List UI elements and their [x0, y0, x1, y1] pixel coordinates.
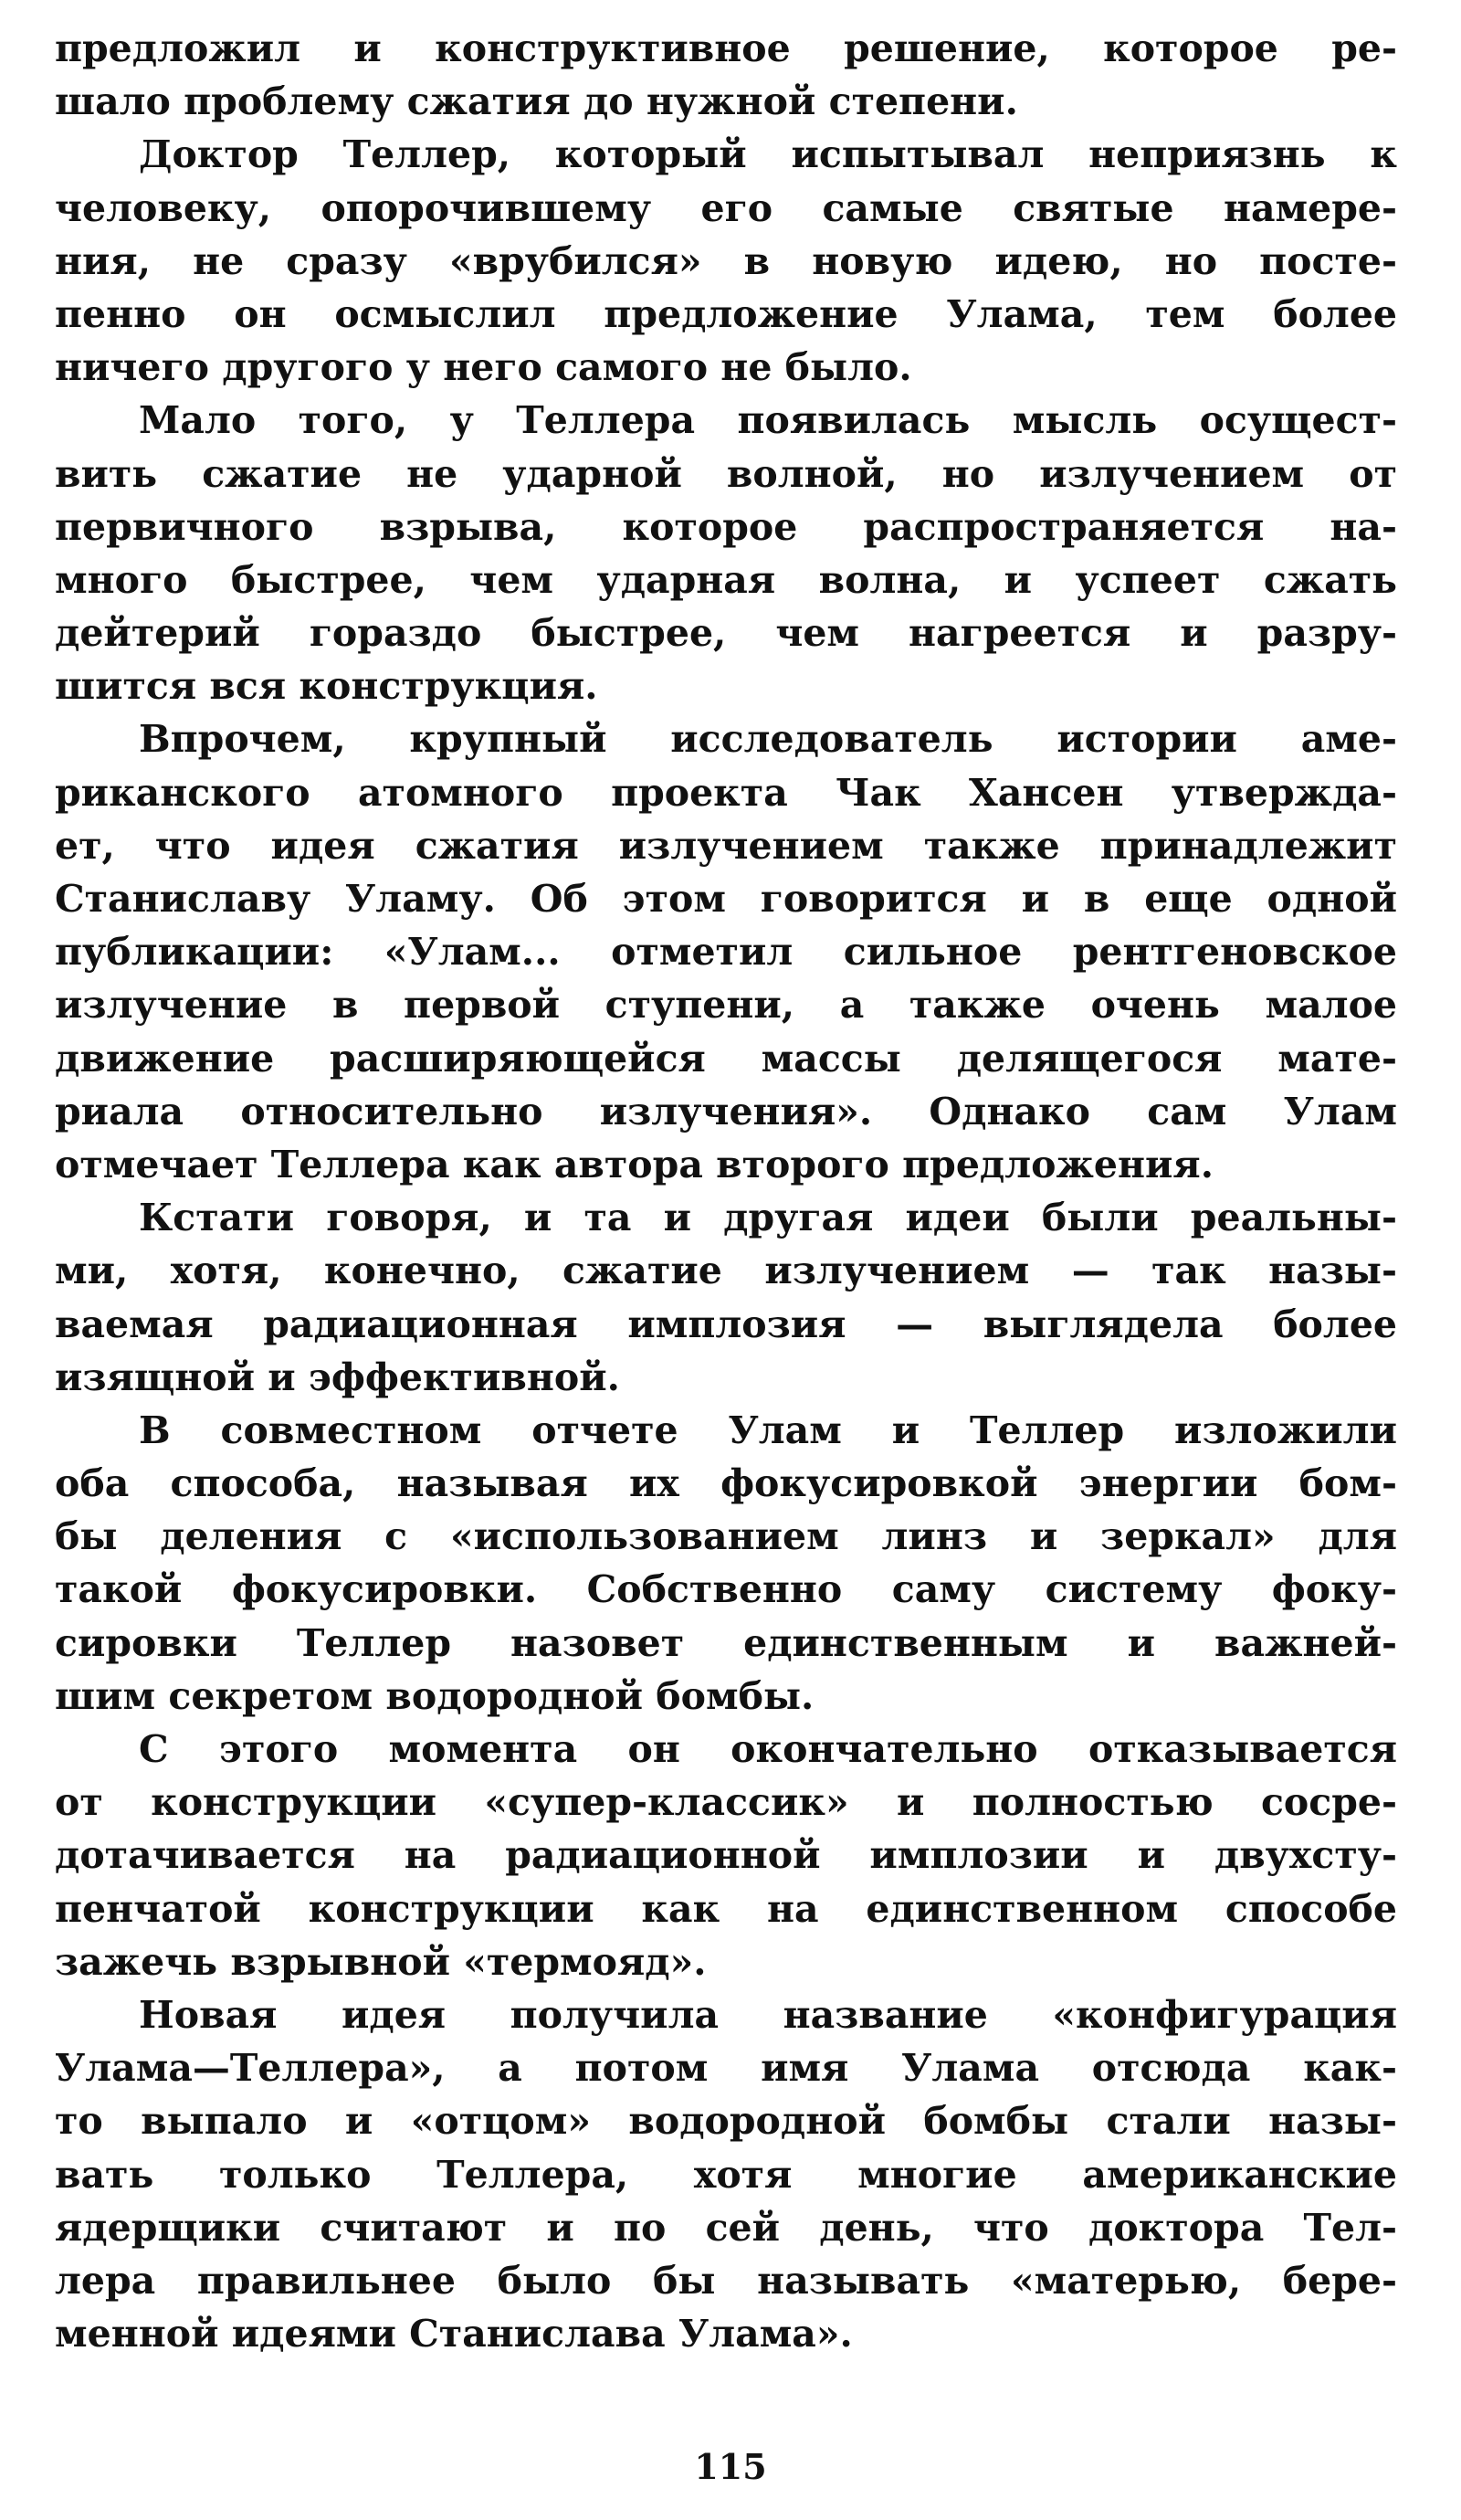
text-line: ядерщики считают и по сей день, что доктора Тел-	[55, 2205, 1397, 2250]
text-line: изящной и эффективной.	[55, 1355, 620, 1399]
text-line: пенно он осмыслил предложение Улама, тем более	[55, 291, 1397, 336]
text-line: зажечь взрывной «термояд».	[55, 1939, 707, 1984]
text-line: Улама—Теллера», а потом имя Улама отсюда как-	[55, 2046, 1397, 2091]
text-line: излучение в первой ступени, а также очень малое	[55, 983, 1397, 1028]
text-line: С этого момента он окончательно отказывается	[139, 1727, 1397, 1771]
text-line: такой фокусировки. Собственно саму систему фоку-	[55, 1567, 1397, 1612]
page-body	[55, 22, 1397, 2360]
text-line: ми, хотя, конечно, сжатие излучением — так назы-	[55, 1249, 1397, 1293]
text-line: дотачивается на радиационной имплозии и двухсту-	[55, 1833, 1397, 1878]
text-line: отмечает Теллера как автора второго предложения.	[55, 1142, 1214, 1186]
text-line: вать только Теллера, хотя многие американские	[55, 2152, 1397, 2197]
text-line: менной идеями Станислава Улама».	[55, 2312, 853, 2357]
page-number: 115	[694, 2446, 767, 2487]
text-line: лера правильнее было бы называть «матерью, бере-	[55, 2258, 1397, 2303]
text-line: шится вся конструкция.	[55, 664, 598, 709]
text-line: публикации: «Улам... отметил сильное рентгеновское	[55, 930, 1397, 975]
paragraph-1	[55, 22, 1397, 128]
text-line: предложил и конструктивное решение, которое ре-	[55, 26, 1397, 70]
paragraph-6	[55, 1404, 1397, 1723]
paragraph-4	[55, 712, 1397, 1191]
text-line: пенчатой конструкции как на единственном способе	[55, 1886, 1397, 1931]
text-line: шим секретом водородной бомбы.	[55, 1673, 815, 1718]
text-line: Впрочем, крупный исследователь истории аме-	[139, 717, 1397, 762]
text-line: сировки Теллер назовет единственным и важней-	[55, 1620, 1397, 1665]
text-line: шало проблему сжатия до нужной степени.	[55, 79, 1018, 124]
text-line: дейтерий гораздо быстрее, чем нагреется и разру-	[55, 611, 1397, 656]
text-line: бы деления с «использованием линз и зеркал» для	[55, 1514, 1397, 1559]
text-line: риканского атомного проекта Чак Хансен утвержда-	[55, 770, 1397, 815]
text-line: Мало того, у Теллера появилась мысль осущест-	[139, 398, 1397, 443]
paragraph-2	[55, 128, 1397, 394]
text-line: Доктор Теллер, который испытывал неприязнь к	[139, 132, 1397, 177]
paragraph-8	[55, 1988, 1397, 2360]
text-line: много быстрее, чем ударная волна, и успеет сжать	[55, 557, 1397, 602]
text-line: ния, не сразу «врубился» в новую идею, но посте-	[55, 238, 1397, 283]
text-line: ет, что идея сжатия излучением также принадлежит	[55, 823, 1397, 868]
text-line: ничего другого у него самого не было.	[55, 345, 912, 390]
text-line: Новая идея получила название «конфигурация	[139, 1992, 1397, 2037]
text-line: Кстати говоря, и та и другая идеи были реальны-	[139, 1196, 1397, 1240]
text-line: первичного взрыва, которое распространяется на-	[55, 504, 1397, 549]
paragraph-3	[55, 394, 1397, 712]
text-line: от конструкции «супер-классик» и полностью сосре-	[55, 1780, 1397, 1825]
text-line: движение расширяющейся массы делящегося мате-	[55, 1036, 1397, 1081]
text-line: то выпало и «отцом» водородной бомбы стали назы-	[55, 2099, 1397, 2144]
paragraph-5	[55, 1191, 1397, 1404]
text-line: Станиславу Уламу. Об этом говорится и в еще одной	[55, 877, 1397, 921]
text-line: человеку, опорочившему его самые святые намере-	[55, 185, 1397, 230]
text-line: риала относительно излучения». Однако сам Улам	[55, 1089, 1397, 1133]
text-line: вить сжатие не ударной волной, но излучением от	[55, 451, 1397, 496]
text-line: В совместном отчете Улам и Теллер изложили	[139, 1408, 1397, 1452]
paragraph-7	[55, 1723, 1397, 1988]
text-line: оба способа, называя их фокусировкой энергии бом-	[55, 1461, 1397, 1506]
text-line: ваемая радиационная имплозия — выглядела более	[55, 1302, 1397, 1346]
